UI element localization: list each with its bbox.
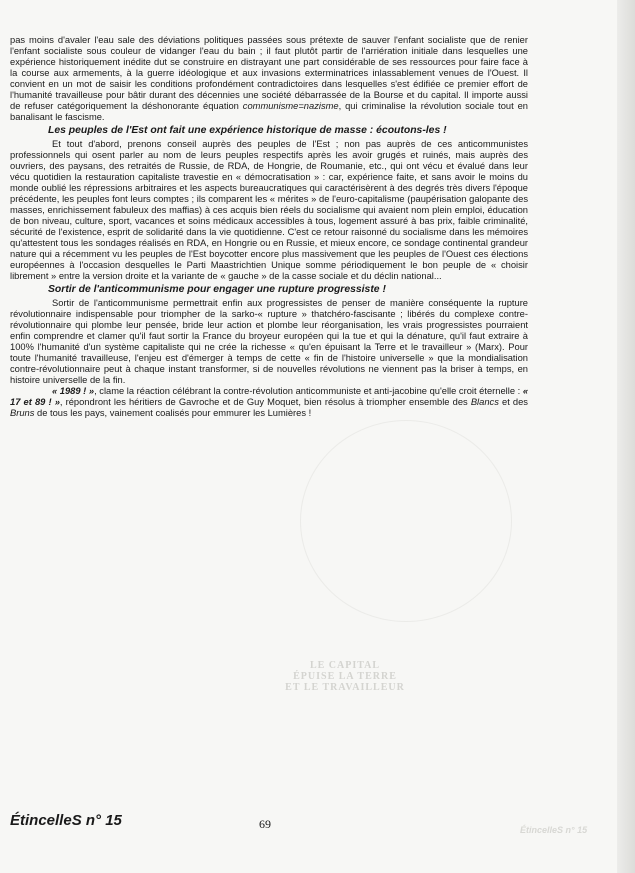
page-number: 69: [259, 817, 271, 831]
paragraph-3: Sortir de l'anticommunisme permettrait enfin aux progressistes de penser de manière conséquente la rupture révolutionnaire indispensable pour triompher de la sarko-« rupture » thatchéro-fascisante ; libérés du complexe contre-révolutionnaire qui plombe leur pensée, bride leur action et plombe leur réorganisation, les vrais progressistes pourraient enfin comprendre et clamer qu'il faut sortir la France du broyeur européen qui la tue et qui la dénature, qu'il faut extraire à 100% l'humanité d'un système capitaliste qui ne crée la richesse « qu'en épuisant la Terre et le travailleur » (Marx). Pour toute l'humanité travailleuse, l'enjeu est d'émerger à temps de cette « fin de l'histoire universelle » que la mondialisation contre-révolutionnaire peut à chaque instant transformer, si de nouvelles révolutions ne viennent pas la briser à temps, en histoire universelle de la fin.: [10, 298, 528, 385]
section-heading-2: Sortir de l'anticommunisme pour engager une rupture progressiste !: [48, 284, 386, 295]
paragraph-1: pas moins d'avaler l'eau sale des déviations politiques passées sous prétexte de sauver l'enfant socialiste que de renier l'enfant socialiste sous couleur de vidanger l'eau du bain ; il faut plutôt partir de l'arriération initiale dans lesquelles une expérience historiquement inédite dut se construire en distrayant une part considérable de ses ressources pour faire face à la course aux armements, à la guerre idéologique et aux invasions exterminatrices inlassablement venues de l'Ouest. Il convient en un mot de saisir les conditions profondément contradictoires dans lesquelles s'est édifiée ce premier effort de l'humanité travailleuse pour bâtir durant des décennies une société débarrassée de la Bourse et du capital. Il importe aussi de refuser catégoriquement la déshonorante équation communisme=nazisme, qui criminalise la révolution sociale tout en banalisant le fascisme.: [10, 35, 528, 122]
paragraph-4: « 1989 ! », clame la réaction célébrant la contre-révolution anticommuniste et anti-jacobine qu'elle croit éternelle : « 17 et 89 ! », répondront les héritiers de Gavroche et de Guy Moquet, bien résolus à triompher ensemble des Blancs et des Bruns de tous les pays, vainement coalisés pour emmurer les Lumières !: [10, 386, 529, 418]
paragraph-2: Et tout d'abord, prenons conseil auprès des peuples de l'Est ; non pas auprès de ces anticommunistes professionnels qui osent parler au nom de leurs peuples respectifs après les avoir grugés et ruinés, mais auprès des ouvriers, des paysans, des retraités de Russie, de RDA, de Hongrie, de Roumanie, etc., qui ont vécu et évalué dans leur vécu quotidien la restauration capitaliste travestie en « démocratisation » : car, expérience faite, et sans avoir le moins du monde oublié les répressions arbitraires et les aspects bureaucratiques qui caractérisèrent à des degrés très divers l'époque précédente, les peuples font leurs comptes ; ils comparent les « mérites » de l'euro-capitalisme (paupérisation galopante des masses, enrichissement fabuleux des maffias) à ces acquis bien réels du socialisme qui avaient nom plein emploi, éducation de bon niveau, culture, sport, vacances et soins médicaux accessibles à tous, logement assuré à bas prix, faible criminalité, sécurité de l'existence, esprit de solidarité dans la vie quotidienne. C'est ce retour raisonné du socialisme dans les mémoires qu'attestent tous les sondages réalisés en RDA, en Hongrie ou en Russie, et mieux encore, ce sondage continental grandeur nature qui a récemment vu les peuples de l'Est boycotter encore plus massivement que les peuples de l'Ouest ces élections européennes à l'occasion desquelles le Parti Maastrichtien Unique somme périodiquement le bon peuple de « choisir librement » entre la version droite et la variante de « gauche » de la casse sociale et du déclin national...: [10, 139, 528, 281]
bleed-through-illustration: [300, 420, 512, 622]
journal-title: ÉtincelleS n° 15: [10, 812, 122, 829]
bleed-through-footer: ÉtincelleS n° 15: [520, 825, 588, 835]
page-edge: [617, 0, 635, 873]
bleed-through-text: LE CAPITAL ÉPUISE LA TERRE ET LE TRAVAILLEUR: [285, 660, 405, 693]
article-body: [10, 35, 528, 419]
section-heading-1: Les peuples de l'Est ont fait une expérience historique de masse : écoutons-les !: [48, 125, 447, 136]
